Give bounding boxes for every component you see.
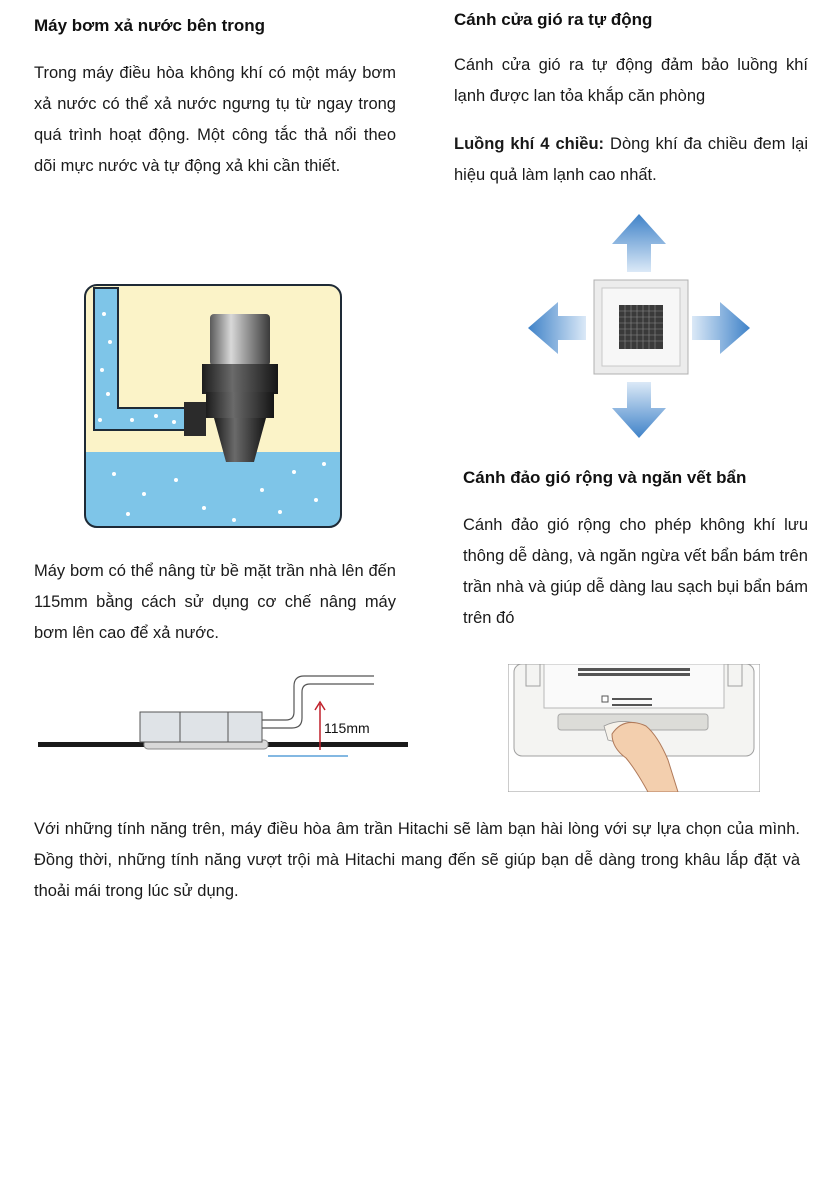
pump-paragraph: Trong máy điều hòa không khí có một máy bơm xả nước có thể xả nước ngưng tụ từ ngay trong quá trình hoạt động. Một công tắc thả nổi theo dõi mực nước và tự động xả khi cần thiết. <box>34 64 396 175</box>
lift-diagram <box>36 664 408 766</box>
louver-heading: Cánh cửa gió ra tự động <box>454 10 653 29</box>
airflow-paragraph <box>454 129 808 191</box>
airflow-label: Luồng khí 4 chiều: <box>454 135 605 153</box>
panel-cleaning-illustration <box>508 664 760 792</box>
lift-height-label: 115mm <box>324 720 370 736</box>
airflow-text: Dòng khí đa chiều đem lại hiệu quả làm lạnh cao nhất. <box>454 135 808 184</box>
panel-heading: Cánh đảo gió rộng và ngăn vết bẩn <box>463 468 747 487</box>
panel-paragraph: Cánh đảo gió rộng cho phép không khí lưu thông dễ dàng, và ngăn ngừa vết bẩn bám trên trần nhà và giúp dễ dàng lau sạch bụi bẩn bám trên đó <box>463 516 808 627</box>
footer-paragraph: Với những tính năng trên, máy điều hòa âm trần Hitachi sẽ làm bạn hài lòng với sự lựa chọn của mình. Đồng thời, những tính năng vượt trội mà Hitachi mang đến sẽ giúp bạn dễ dàng trong khâu lắp đặt và thoải mái trong lúc sử dụng. <box>34 820 800 900</box>
airflow-illustration <box>524 210 754 442</box>
lift-paragraph: Máy bơm có thể nâng từ bề mặt trần nhà lên đến 115mm bằng cách sử dụng cơ chế nâng máy bơm lên cao để xả nước. <box>34 562 396 642</box>
pump-illustration <box>84 284 342 528</box>
louver-paragraph: Cánh cửa gió ra tự động đảm bảo luồng khí lạnh được lan tỏa khắp căn phòng <box>454 56 808 105</box>
pump-heading: Máy bơm xả nước bên trong <box>34 16 266 35</box>
